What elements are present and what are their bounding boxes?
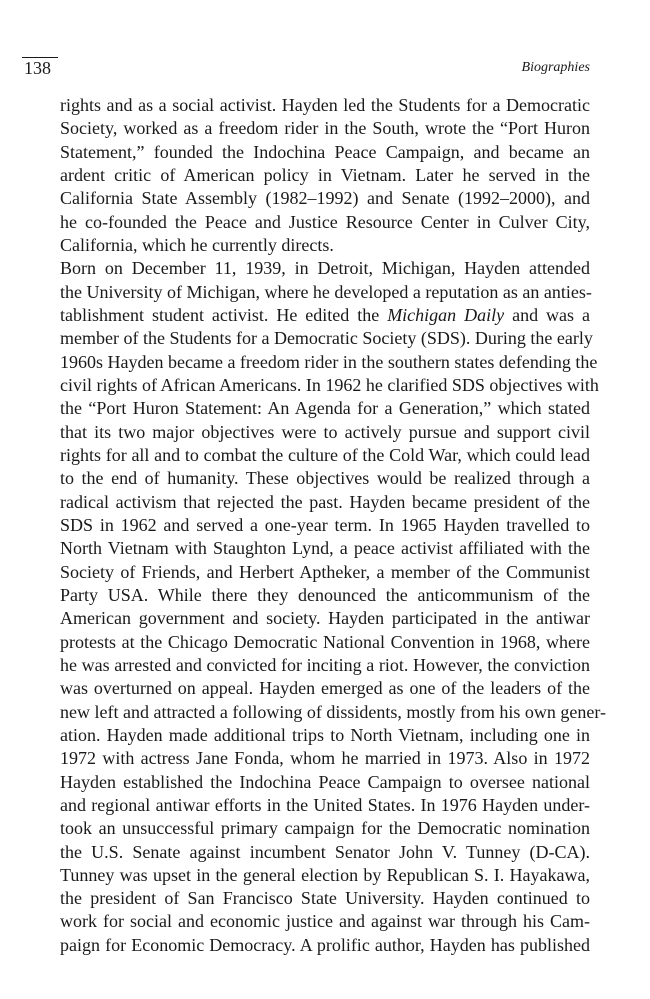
text-line: Tunney was upset in the general election by Republican S. I. Hayakawa, bbox=[60, 864, 590, 885]
running-head: Biographies bbox=[521, 60, 590, 75]
text-line: the U.S. Senate against incumbent Senator John V. Tunney (D-CA). bbox=[60, 841, 590, 862]
text-line: work for social and economic justice and against war through his Cam- bbox=[60, 911, 590, 932]
text-line: new left and attracted a following of dissidents, mostly from his own gener- bbox=[60, 701, 607, 722]
text-line: that its two major objectives were to actively pursue and support civil bbox=[60, 421, 590, 442]
text-line: North Vietnam with Staughton Lynd, a peace activist affiliated with the bbox=[60, 538, 590, 559]
text-line: American government and society. Hayden participated in the antiwar bbox=[60, 608, 590, 629]
text-line: Society of Friends, and Herbert Aptheker, a member of the Communist bbox=[60, 561, 590, 582]
text-line: ation. Hayden made additional trips to North Vietnam, including one in bbox=[60, 724, 590, 745]
text-line: the president of San Francisco State University. Hayden continued to bbox=[60, 888, 590, 909]
text-line: civil rights of African Americans. In 1962 he clarified SDS objectives with bbox=[60, 374, 599, 395]
text-line: ardent critic of American policy in Vietnam. Later he served in the bbox=[60, 164, 590, 185]
text-line: Statement,” founded the Indochina Peace Campaign, and became an bbox=[60, 141, 590, 162]
text-line: to the end of humanity. These objectives would be realized through a bbox=[60, 468, 590, 489]
text-line: tablishment student activist. He edited the Michigan Daily and was a bbox=[60, 304, 590, 325]
text-line: Hayden established the Indochina Peace Campaign to oversee national bbox=[60, 771, 590, 792]
text-line: 1960s Hayden became a freedom rider in the southern states defending the bbox=[60, 351, 598, 372]
body-text bbox=[60, 94, 607, 957]
text-line: the University of Michigan, where he developed a reputation as an anties- bbox=[60, 281, 592, 302]
text-line: was overturned on appeal. Hayden emerged as one of the leaders of the bbox=[60, 678, 590, 699]
text-line: SDS in 1962 and served a one-year term. In 1965 Hayden travelled to bbox=[60, 514, 590, 535]
text-line: 1972 with actress Jane Fonda, whom he married in 1973. Also in 1972 bbox=[60, 748, 590, 769]
text-line: rights for all and to combat the culture of the Cold War, which could lead bbox=[60, 444, 590, 465]
text-line: Society, worked as a freedom rider in the South, wrote the “Port Huron bbox=[60, 118, 590, 139]
text-line: paign for Economic Democracy. A prolific author, Hayden has published bbox=[60, 934, 590, 955]
text-line: member of the Students for a Democratic Society (SDS). During the early bbox=[60, 328, 593, 349]
text-line: California State Assembly (1982–1992) and Senate (1992–2000), and bbox=[60, 188, 590, 209]
text-line: and regional antiwar efforts in the United States. In 1976 Hayden under- bbox=[60, 794, 590, 815]
italic-title: Michigan Daily bbox=[387, 304, 505, 325]
text-line: he co-founded the Peace and Justice Resource Center in Culver City, bbox=[60, 211, 590, 232]
text-line: protests at the Chicago Democratic National Convention in 1968, where bbox=[60, 631, 590, 652]
text-line: California, which he currently directs. bbox=[60, 234, 334, 255]
text-line: radical activism that rejected the past. Hayden became president of the bbox=[60, 491, 590, 512]
text-line: rights and as a social activist. Hayden led the Students for a Democratic bbox=[60, 95, 590, 115]
page-number: 138 bbox=[24, 58, 51, 78]
text-line: Party USA. While there they denounced the anticommunism of the bbox=[60, 584, 590, 605]
text-line: took an unsuccessful primary campaign for the Democratic nomination bbox=[60, 818, 590, 839]
text-line: Born on December 11, 1939, in Detroit, Michigan, Hayden attended bbox=[60, 258, 590, 279]
text-line: he was arrested and convicted for inciting a riot. However, the conviction bbox=[60, 654, 590, 675]
text-line: the “Port Huron Statement: An Agenda for a Generation,” which stated bbox=[60, 398, 590, 419]
